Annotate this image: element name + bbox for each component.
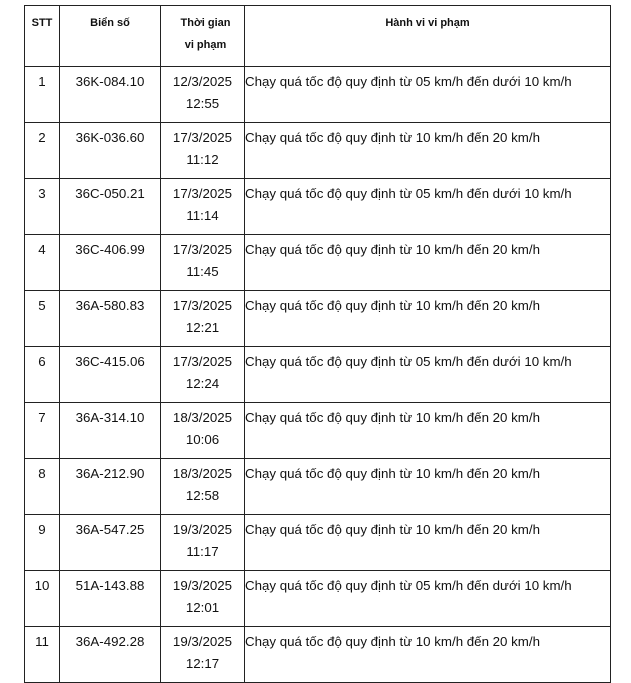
table-row [25, 291, 611, 347]
cell-clock: 11:12 [186, 152, 219, 167]
cell-time [161, 459, 245, 515]
cell-time [161, 179, 245, 235]
cell-plate: 36A-314.10 [60, 403, 161, 459]
table-row [25, 627, 611, 683]
cell-time [161, 515, 245, 571]
cell-clock: 11:45 [186, 264, 219, 279]
cell-time [161, 627, 245, 683]
cell-time [161, 571, 245, 627]
cell-stt: 8 [25, 459, 60, 515]
cell-clock: 12:58 [185, 488, 220, 503]
header-violation: Hành vi vi phạm [245, 6, 611, 67]
cell-plate: 36C-406.99 [60, 235, 161, 291]
table-row [25, 459, 611, 515]
table-row [25, 347, 611, 403]
cell-violation: Chạy quá tốc độ quy định từ 10 km/h đến 20 km/h [245, 403, 611, 459]
cell-plate: 36A-580.83 [60, 291, 161, 347]
cell-violation: Chạy quá tốc độ quy định từ 05 km/h đến dưới 10 km/h [245, 179, 611, 235]
cell-clock: 12:24 [185, 376, 220, 391]
table-row [25, 123, 611, 179]
table-row [25, 515, 611, 571]
cell-violation: Chạy quá tốc độ quy định từ 05 km/h đến dưới 10 km/h [245, 347, 611, 403]
cell-date: 12/3/2025 [172, 74, 233, 89]
cell-plate: 51A-143.88 [60, 571, 161, 627]
cell-plate: 36A-212.90 [60, 459, 161, 515]
cell-date: 17/3/2025 [172, 298, 233, 313]
table-header [25, 6, 611, 67]
cell-date: 17/3/2025 [172, 354, 233, 369]
cell-date: 18/3/2025 [172, 466, 233, 481]
cell-date: 17/3/2025 [172, 130, 233, 145]
cell-time [161, 235, 245, 291]
cell-time [161, 67, 245, 123]
cell-violation: Chạy quá tốc độ quy định từ 05 km/h đến dưới 10 km/h [245, 67, 611, 123]
cell-clock: 12:55 [185, 96, 220, 111]
cell-violation: Chạy quá tốc độ quy định từ 10 km/h đến 20 km/h [245, 123, 611, 179]
cell-stt: 6 [25, 347, 60, 403]
cell-date: 19/3/2025 [172, 578, 233, 593]
cell-clock: 11:14 [186, 208, 219, 223]
cell-date: 18/3/2025 [172, 410, 233, 425]
cell-time [161, 347, 245, 403]
cell-violation: Chạy quá tốc độ quy định từ 10 km/h đến 20 km/h [245, 235, 611, 291]
cell-plate: 36C-415.06 [60, 347, 161, 403]
cell-violation: Chạy quá tốc độ quy định từ 10 km/h đến 20 km/h [245, 627, 611, 683]
cell-stt: 9 [25, 515, 60, 571]
cell-date: 17/3/2025 [172, 242, 233, 257]
table-row [25, 67, 611, 123]
cell-violation: Chạy quá tốc độ quy định từ 05 km/h đến dưới 10 km/h [245, 571, 611, 627]
cell-stt: 3 [25, 179, 60, 235]
cell-date: 19/3/2025 [172, 522, 233, 537]
cell-violation: Chạy quá tốc độ quy định từ 10 km/h đến 20 km/h [245, 515, 611, 571]
cell-plate: 36A-492.28 [60, 627, 161, 683]
cell-stt: 1 [25, 67, 60, 123]
header-row [25, 6, 611, 67]
cell-stt: 4 [25, 235, 60, 291]
table-row [25, 235, 611, 291]
cell-stt: 10 [25, 571, 60, 627]
cell-plate: 36A-547.25 [60, 515, 161, 571]
cell-clock: 12:21 [185, 320, 220, 335]
table-row [25, 403, 611, 459]
header-plate: Biển số [60, 6, 161, 67]
cell-time [161, 291, 245, 347]
table-row [25, 571, 611, 627]
cell-plate: 36K-084.10 [60, 67, 161, 123]
table-row [25, 179, 611, 235]
cell-date: 19/3/2025 [172, 634, 233, 649]
cell-time [161, 123, 245, 179]
cell-time [161, 403, 245, 459]
cell-date: 17/3/2025 [172, 186, 233, 201]
cell-clock: 11:17 [186, 544, 219, 559]
cell-stt: 7 [25, 403, 60, 459]
cell-plate: 36K-036.60 [60, 123, 161, 179]
header-time: Thời gian vi phạm [161, 6, 245, 67]
cell-stt: 11 [25, 627, 60, 683]
cell-clock: 12:01 [185, 600, 220, 615]
cell-clock: 10:06 [185, 432, 220, 447]
header-stt: STT [25, 6, 60, 67]
cell-clock: 12:17 [185, 656, 220, 671]
cell-violation: Chạy quá tốc độ quy định từ 10 km/h đến 20 km/h [245, 291, 611, 347]
cell-stt: 2 [25, 123, 60, 179]
cell-plate: 36C-050.21 [60, 179, 161, 235]
violations-table [24, 5, 611, 683]
cell-stt: 5 [25, 291, 60, 347]
table-body [25, 67, 611, 683]
cell-violation: Chạy quá tốc độ quy định từ 10 km/h đến 20 km/h [245, 459, 611, 515]
